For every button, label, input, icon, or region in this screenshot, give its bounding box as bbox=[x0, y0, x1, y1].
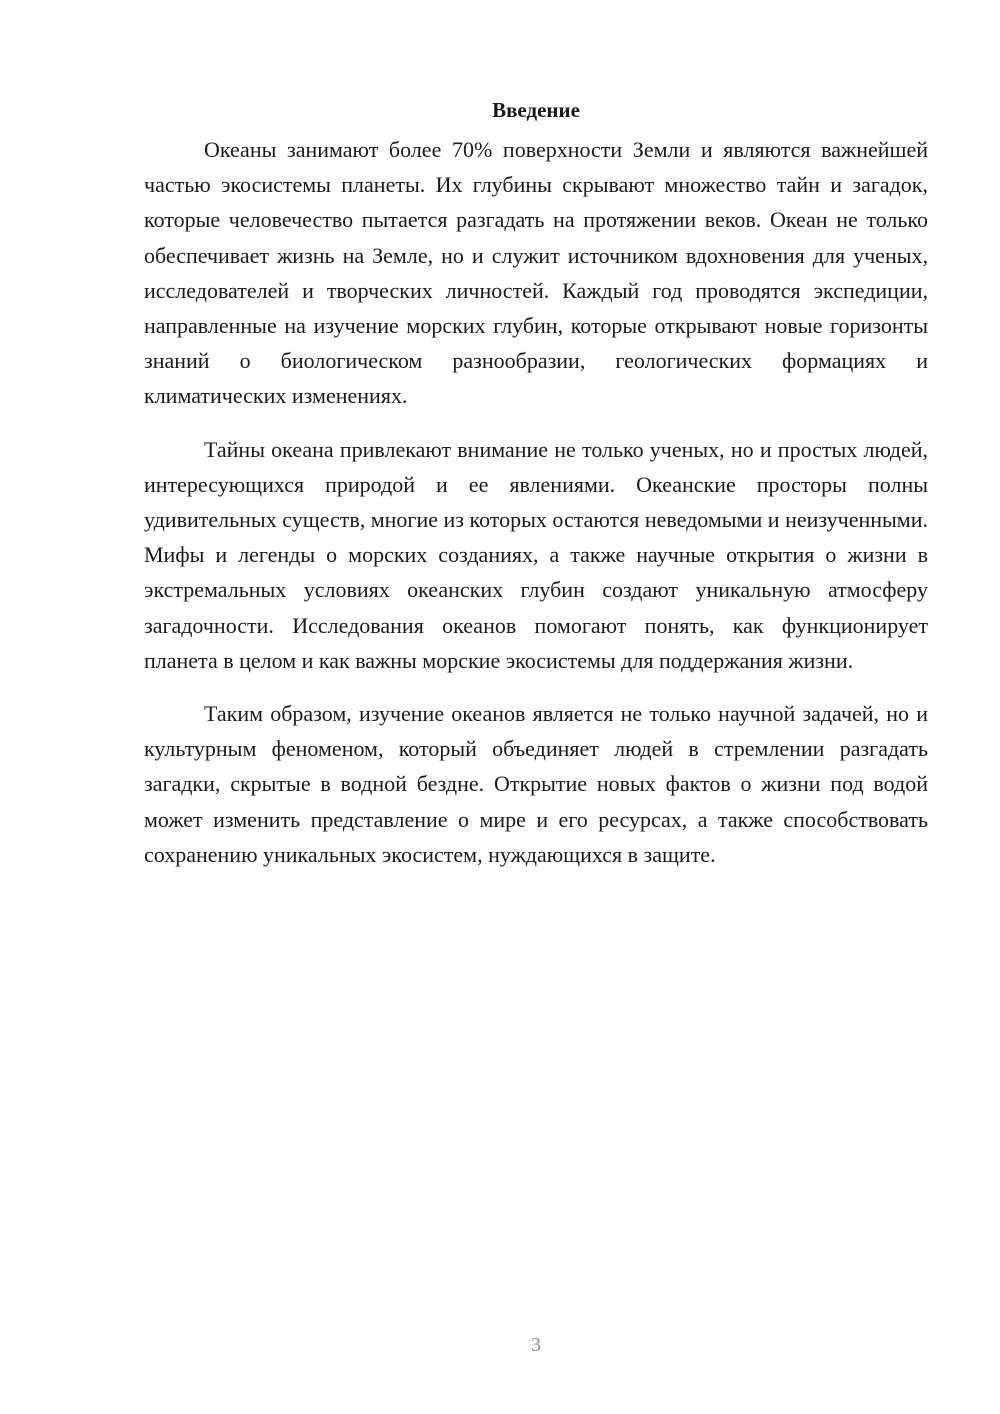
paragraph-3: Таким образом, изучение океанов является не только научной задачей, но и культурным феноменом, который объединяет людей в стремлении разгадать загадки, скрытые в водной бездне. Открытие новых фактов о жизни под водой может изменить представление о мире и его ресурсах, а также способствовать сохранению уникальных экосистем, нуждающихся в защите. bbox=[144, 701, 928, 867]
paragraph-1: Океаны занимают более 70% поверхности Земли и являются важнейшей частью экосистемы планеты. Их глубины скрывают множество тайн и загадок, которые человечество пытается разгадать на протяжении веков. Океан не только обеспечивает жизнь на Земле, но и служит источником вдохновения для ученых, исследователей и творческих личностей. Каждый год проводятся экспедиции, направленные на изучение морских глубин, которые открывают новые горизонты знаний о биологическом разнообразии, геологических формациях и климатических изменениях. bbox=[144, 137, 928, 409]
paragraph-2: Тайны океана привлекают внимание не только ученых, но и простых людей, интересующихся природой и ее явлениями. Океанские просторы полны удивительных существ, многие из которых остаются неведомыми и неизученными. Мифы и легенды о морских созданиях, а также научные открытия о жизни в экстремальных условиях океанских глубин создают уникальную атмосферу загадочности. Исследования океанов помогают понять, как функционирует планета в целом и как важны морские экосистемы для поддержания жизни. bbox=[144, 436, 928, 673]
page-content bbox=[144, 92, 928, 890]
page-number: 3 bbox=[531, 1334, 541, 1356]
section-heading: Введение bbox=[492, 98, 580, 122]
